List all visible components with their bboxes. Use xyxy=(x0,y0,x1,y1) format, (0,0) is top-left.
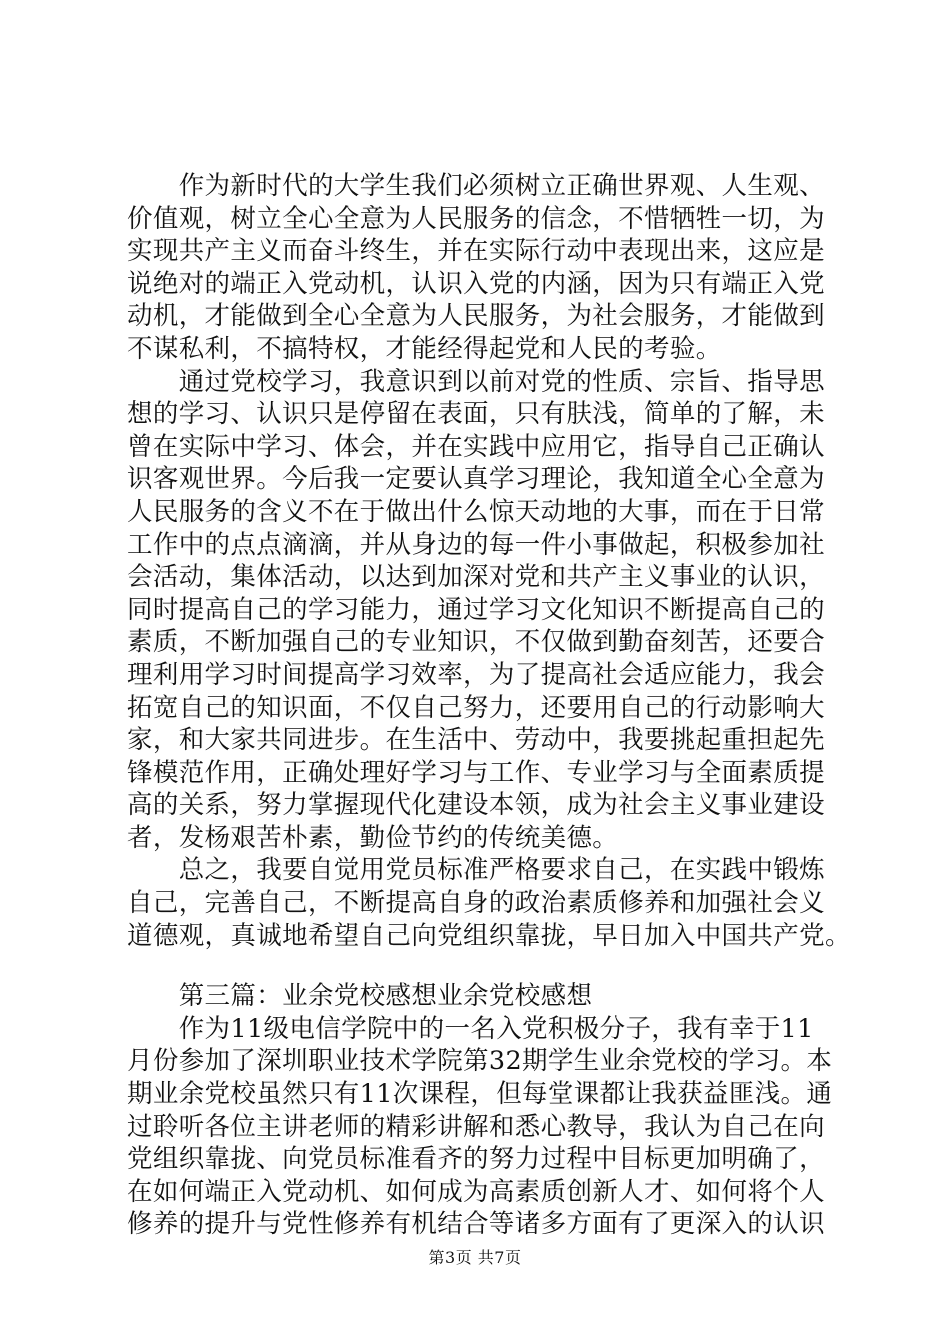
text-line: 道德观，真诚地希望自己向党组织靠拢，早日加入中国共产党。 xyxy=(127,920,851,951)
text-line: 拓宽自己的知识面，不仅自己努力，还要用自己的行动影响大 xyxy=(127,692,825,723)
page-number-footer: 第3页 共7页 xyxy=(428,1248,522,1267)
text-line: 家，和大家共同进步。在生活中、劳动中，我要挑起重担起先 xyxy=(127,725,825,756)
text-line: 曾在实际中学习、体会，并在实践中应用它，指导自己正确认 xyxy=(127,431,825,462)
text-line: 不谋私利，不搞特权，才能经得起党和人民的考验。 xyxy=(127,333,722,364)
text-line: 者，发杨艰苦朴素，勤俭节约的传统美德。 xyxy=(127,822,619,853)
text-line: 识客观世界。今后我一定要认真学习理论，我知道全心全意为 xyxy=(127,464,825,495)
text-line: 会活动，集体活动，以达到加深对党和共产主义事业的认识， xyxy=(127,562,825,593)
document-body xyxy=(127,170,857,1241)
text-line: 在如何端正入党动机、如何成为高素质创新人才、如何将个人 xyxy=(127,1176,825,1207)
section-heading: 第三篇：业余党校感想业余党校感想 xyxy=(127,981,593,1012)
text-line: 过聆听各位主讲老师的精彩讲解和悉心教导，我认为自己在向 xyxy=(127,1111,825,1142)
paragraph-4 xyxy=(127,1013,857,1241)
text-line: 人民服务的含义不在于做出什么惊天动地的大事，而在于日常 xyxy=(127,496,825,527)
text-line: 通过党校学习，我意识到以前对党的性质、宗旨、指导思 xyxy=(127,366,825,397)
paragraph-2 xyxy=(127,366,857,855)
text-line: 想的学习、认识只是停留在表面，只有肤浅，简单的了解，未 xyxy=(127,399,825,430)
text-line: 作为11级电信学院中的一名入党积极分子，我有幸于11 xyxy=(127,1013,814,1044)
text-line: 理利用学习时间提高学习效率，为了提高社会适应能力，我会 xyxy=(127,659,825,690)
text-line: 实现共产主义而奋斗终生，并在实际行动中表现出来，这应是 xyxy=(127,236,825,267)
text-line: 月份参加了深圳职业技术学院第32期学生业余党校的学习。本 xyxy=(127,1046,833,1077)
section-heading-block xyxy=(127,980,857,1013)
section-spacer xyxy=(127,952,857,980)
paragraph-3 xyxy=(127,854,857,952)
text-line: 说绝对的端正入党动机，认识入党的内涵，因为只有端正入党 xyxy=(127,268,825,299)
text-line: 素质，不断加强自己的专业知识，不仅做到勤奋刻苦，还要合 xyxy=(127,627,825,658)
text-line: 锋模范作用，正确处理好学习与工作、专业学习与全面素质提 xyxy=(127,757,825,788)
text-line: 高的关系，努力掌握现代化建设本领，成为社会主义事业建设 xyxy=(127,790,825,821)
text-line: 党组织靠拢、向党员标准看齐的努力过程中目标更加明确了， xyxy=(127,1144,825,1175)
text-line: 工作中的点点滴滴，并从身边的每一件小事做起，积极参加社 xyxy=(127,529,825,560)
text-line: 同时提高自己的学习能力，通过学习文化知识不断提高自己的 xyxy=(127,594,825,625)
text-line: 总之，我要自觉用党员标准严格要求自己，在实践中锻炼 xyxy=(127,855,825,886)
text-line: 期业余党校虽然只有11次课程，但每堂课都让我获益匪浅。通 xyxy=(127,1079,833,1110)
text-line: 动机，才能做到全心全意为人民服务，为社会服务，才能做到 xyxy=(127,301,825,332)
text-line: 修养的提升与党性修养有机结合等诸多方面有了更深入的认识 xyxy=(127,1209,825,1240)
text-line: 价值观，树立全心全意为人民服务的信念，不惜牺牲一切，为 xyxy=(127,203,825,234)
paragraph-1 xyxy=(127,170,857,366)
text-line: 作为新时代的大学生我们必须树立正确世界观、人生观、 xyxy=(127,171,825,201)
text-line: 自己，完善自己，不断提高自身的政治素质修养和加强社会义 xyxy=(127,888,825,919)
